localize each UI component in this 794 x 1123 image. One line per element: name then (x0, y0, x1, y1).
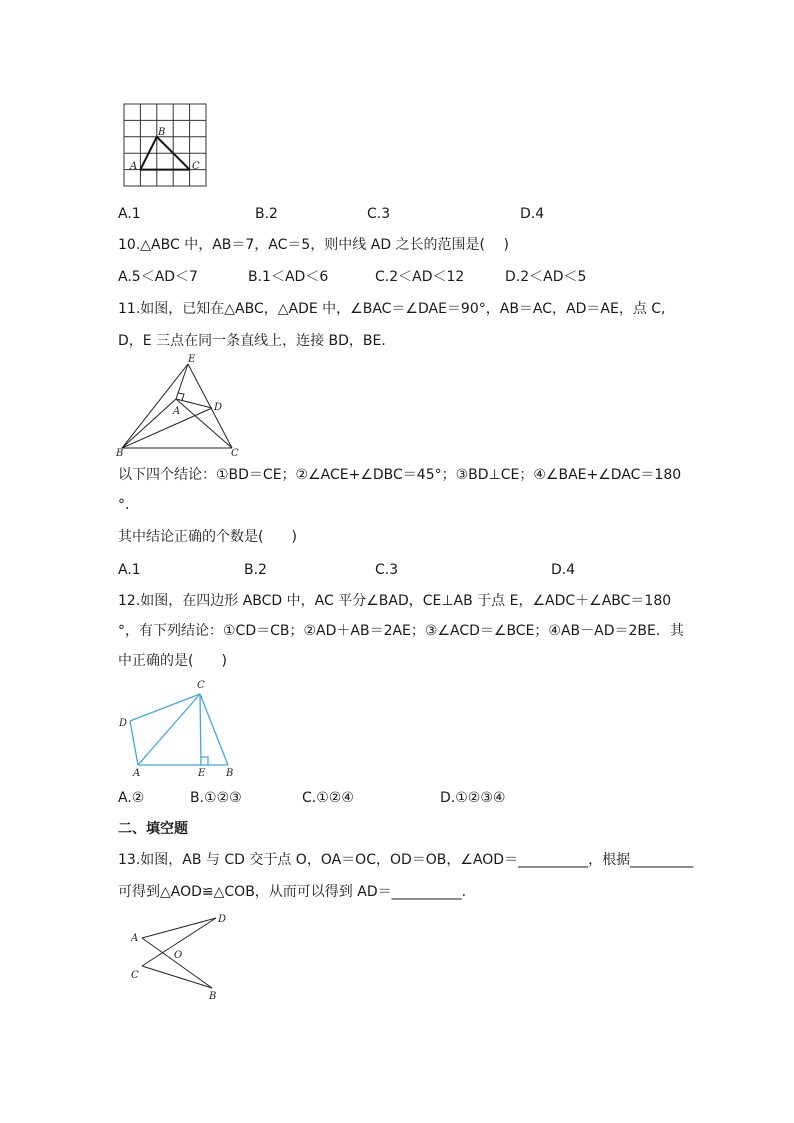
q12-option-c: C.①②④ (302, 790, 354, 806)
q10-option-b: B.1＜AD＜6 (248, 269, 329, 285)
q12-option-b: B.①②③ (190, 790, 242, 806)
q13-label-c: C (131, 970, 139, 981)
q11-option-b: B.2 (244, 562, 267, 578)
q11-label-a: A (173, 406, 181, 417)
q11-stem-line1: 11.如图，已知在△ABC，△ADE 中，∠BAC＝∠DAE＝90°，AB＝AC，AD＝AE，点 C, (118, 301, 666, 317)
q11-label-c: C (231, 448, 239, 459)
q9-option-c: C.3 (367, 206, 391, 222)
q12-stem-line2: °，有下列结论：①CD＝CB；②AD＋AB＝2AE；③∠ACD＝∠BCE；④AB－AD＝2BE．其 (118, 623, 684, 639)
q9-label-c: C (192, 161, 200, 172)
q13-label-o: O (174, 950, 183, 961)
q12-stem-line3: 中正确的是( ) (118, 653, 227, 669)
q9-option-b: B.2 (255, 206, 278, 222)
q9-option-d: D.4 (520, 206, 545, 222)
q9-label-b: B (158, 127, 166, 138)
q13-label-d: D (218, 914, 227, 925)
q11-label-d: D (214, 402, 223, 413)
q13-label-a: A (131, 933, 139, 944)
q12-quadrilateral-figure (112, 676, 242, 784)
q12-label-e: E (198, 768, 206, 779)
q13-stem-line1: 13.如图，AB 与 CD 交于点 O，OA＝OC，OD＝OB，∠AOD＝__________，根据_________ (118, 852, 694, 868)
q12-label-b: B (226, 768, 234, 779)
q10-stem: 10.△ABC 中，AB＝7，AC＝5，则中线 AD 之长的范围是( ) (118, 237, 509, 253)
q12-label-c: C (197, 680, 205, 691)
q12-label-d: D (119, 718, 128, 729)
q11-triangle-figure (112, 352, 252, 462)
q9-label-a: A (130, 161, 138, 172)
q11-label-e: E (188, 354, 196, 365)
q11-option-a: A.1 (118, 562, 141, 578)
q11-stem-line2: D，E 三点在同一条直线上，连接 BD，BE. (118, 333, 386, 349)
q11-option-d: D.4 (551, 562, 576, 578)
section-title: 二、填空题 (118, 821, 188, 837)
q13-label-b: B (209, 991, 217, 1002)
q9-grid-figure (118, 100, 214, 192)
q12-stem-line1: 12.如图，在四边形 ABCD 中，AC 平分∠BAD，CE⊥AB 于点 E，∠ADC＋∠ABC＝180 (118, 593, 672, 609)
q12-option-a: A.② (118, 790, 145, 806)
q12-label-a: A (133, 768, 141, 779)
q13-stem-line2: 可得到△AOD≌△COB，从而可以得到 AD＝__________. (118, 884, 467, 900)
q10-option-d: D.2＜AD＜5 (505, 269, 587, 285)
q13-crossing-figure (124, 908, 234, 1004)
q11-option-c: C.3 (375, 562, 399, 578)
q9-option-a: A.1 (118, 206, 141, 222)
q11-conclusions-line1: 以下四个结论：①BD＝CE；②∠ACE+∠DBC＝45°；③BD⊥CE；④∠BAE+∠DAC＝180 (118, 467, 682, 483)
q12-option-d: D.①②③④ (440, 790, 506, 806)
q10-option-c: C.2＜AD＜12 (375, 269, 465, 285)
q11-conclusions-line2: °. (118, 497, 130, 513)
q10-option-a: A.5＜AD＜7 (118, 269, 198, 285)
q11-label-b: B (116, 448, 124, 459)
q11-question: 其中结论正确的个数是( ) (118, 529, 297, 545)
